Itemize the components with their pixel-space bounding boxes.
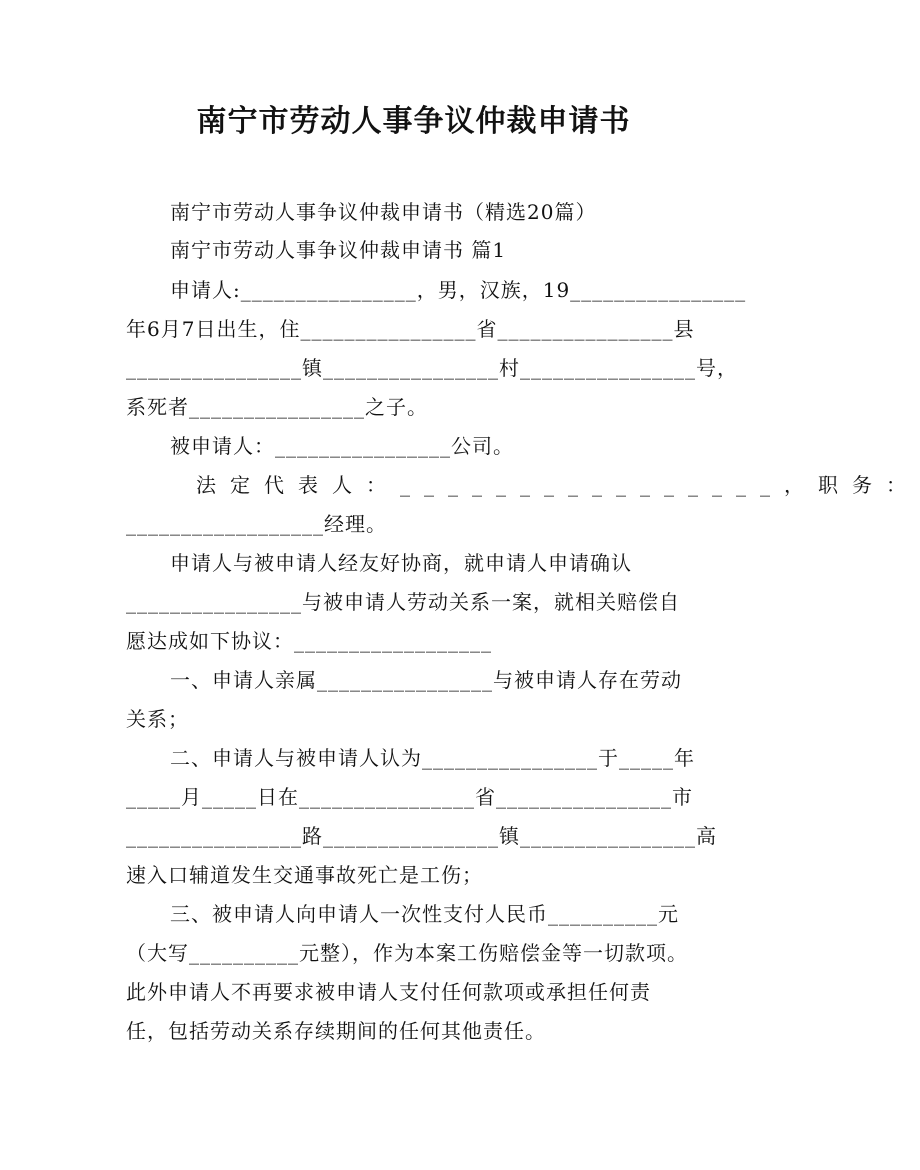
paragraph-line: 年6月7日出生，住________________省________________县 <box>126 317 695 341</box>
paragraph-line: 系死者________________之子。 <box>126 395 428 419</box>
document-title: 南宁市劳动人事争议仲裁申请书 <box>196 104 631 139</box>
paragraph-line: 愿达成如下协议：__________________ <box>126 629 492 653</box>
paragraph-line: 二、申请人与被申请人认为________________于_____年 <box>170 746 695 770</box>
paragraph-line: ________________与被申请人劳动关系一案，就相关赔偿自 <box>126 590 680 614</box>
paragraph-line: 三、被申请人向申请人一次性支付人民币__________元 <box>170 902 679 926</box>
paragraph-line: ________________路________________镇________________高 <box>126 824 717 848</box>
paragraph-line: 关系； <box>126 707 189 731</box>
paragraph-line: 申请人与被申请人经友好协商，就申请人申请确认 <box>170 551 632 575</box>
paragraph-line: 任，包括劳动关系存续期间的任何其他责任。 <box>126 1019 546 1043</box>
paragraph-line: （大写__________元整），作为本案工伤赔偿金等一切款项。 <box>126 941 688 965</box>
paragraph-line: __________________经理。 <box>126 512 387 536</box>
paragraph-line: 法定代表人：________________，职务： <box>196 473 920 497</box>
subtitle-line: 南宁市劳动人事争议仲裁申请书（精选20篇） <box>170 200 597 224</box>
paragraph-line: 速入口辅道发生交通事故死亡是工伤； <box>126 863 483 887</box>
paragraph-line: 申请人:________________，男，汉族，19________________ <box>170 278 747 302</box>
paragraph-line: 一、申请人亲属________________与被申请人存在劳动 <box>170 668 682 692</box>
paragraph-line: ________________镇________________村________________号， <box>126 356 738 380</box>
paragraph-line: _____月_____日在________________省________________市 <box>126 785 693 809</box>
paragraph-line: 此外申请人不再要求被申请人支付任何款项或承担任何责 <box>126 980 651 1004</box>
section-heading: 南宁市劳动人事争议仲裁申请书 篇1 <box>170 238 507 262</box>
paragraph-line: 被申请人：________________公司。 <box>170 434 514 458</box>
